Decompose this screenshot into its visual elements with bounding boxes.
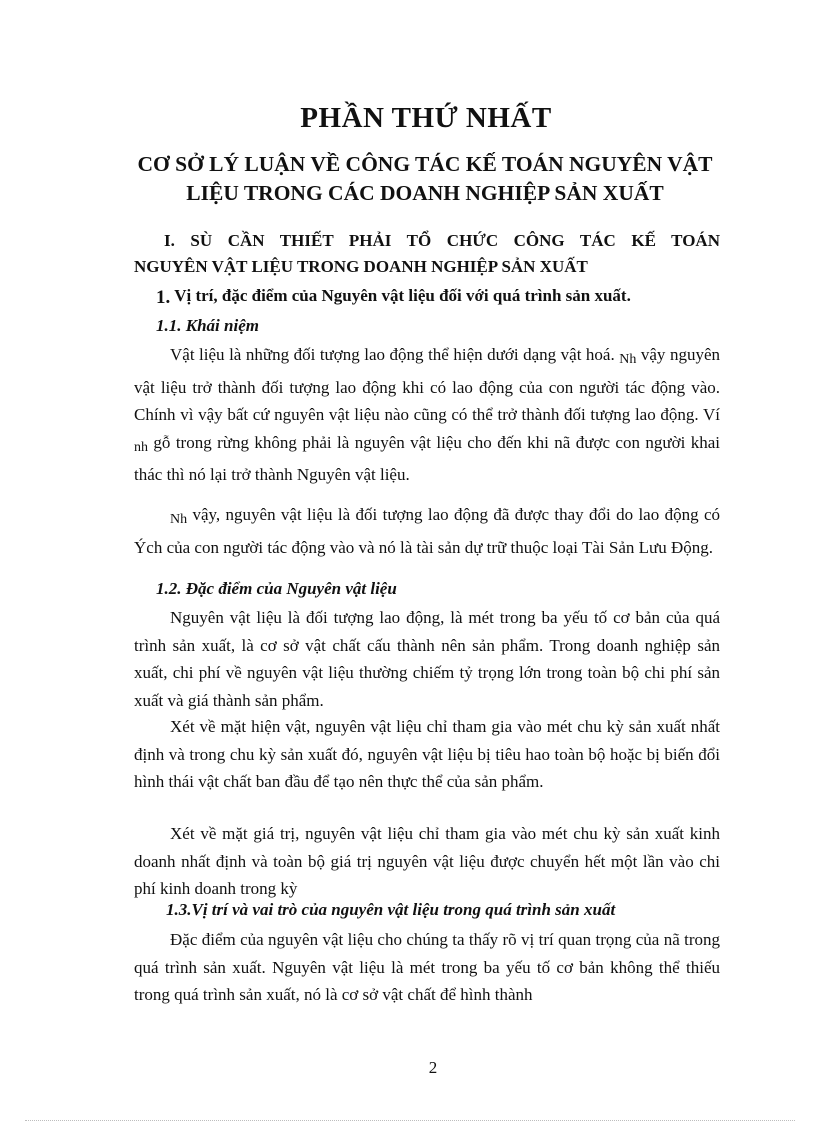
part-title: PHẦN THỨ NHẤT	[300, 102, 552, 134]
paragraph-3: Nguyên vật liệu là đối tượng lao động, là mét trong ba yếu tố cơ bản của quá trình sản xuất, là cơ sở vật chất cấu thành nên sản phẩm. Trong doanh nghiệp sản xuất, chi phí về nguyên vật liệu thường chiếm tỷ trọng lớn trong toàn bộ chi phí sản xuất và giá thành sản phẩm.	[134, 608, 720, 710]
page-bottom-rule	[25, 1120, 795, 1121]
heading-1-number: 1.	[156, 287, 171, 308]
paragraph-4: Xét về mặt hiện vật, nguyên vật liệu chỉ tham gia vào mét chu kỳ sản xuất nhất định và trong chu kỳ sản xuất đó, nguyên vật liệu bị tiêu hao toàn bộ hoặc bị biến đổi hình thái vật chất ban đầu để tạo nên thực thể của sản phẩm.	[134, 717, 720, 791]
heading-1-1: 1.1. Khái niệm	[156, 316, 259, 335]
page-number: 2	[428, 1058, 438, 1077]
paragraph-2-part-a: Nh	[170, 512, 188, 527]
paragraph-1-part-d: nh	[134, 439, 148, 455]
main-title: CƠ SỞ LÝ LUẬN VỀ CÔNG TÁC KẾ TOÁN NGUYÊN VẬT LIỆU TRONG CÁC DOANH NGHIỆP SẢN XUẤT	[137, 152, 713, 205]
paragraph-6: Đặc điểm của nguyên vật liệu cho chúng ta thấy rõ vị trí quan trọng của nã trong quá trình sản xuất. Nguyên vật liệu là mét trong ba yếu tố cơ bản không thể thiếu trong quá trình sản xuất, nó là cơ sở vật chất để hình thành	[134, 930, 720, 1004]
paragraph-1	[134, 341, 720, 489]
section-title-line-2: NGUYÊN VẬT LIỆU TRONG DOANH NGHIỆP SẢN XUẤT	[134, 257, 588, 276]
paragraph-1-part-b: Nh	[619, 352, 637, 367]
paragraph-5: Xét về mặt giá trị, nguyên vật liệu chỉ tham gia vào mét chu kỳ sản xuất kinh doanh nhất định và toàn bộ giá trị nguyên vật liệu được chuyển hết một lần vào chi phí kinh doanh trong kỳ	[134, 824, 720, 898]
paragraph-2-part-b: vậy, nguyên vật liệu là đối tượng lao động đã được thay đổi do lao động có Ých của con người tác động vào và nó là tài sản dự trữ thuộc loại Tài Sản Lưu Động.	[134, 505, 720, 557]
paragraph-1-part-c: vậy nguyên vật liệu trở thành đối tượng lao động khi có lao động của con người tác động vào. Chính vì vậy bất cứ nguyên vật liệu nào cũng có thể trở thành đối tượng lao động. Ví	[134, 345, 720, 424]
section-title-line-1: I. SÙ CẦN THIẾT PHẢI TỔ CHỨC CÔNG TÁC KẾ TOÁN	[164, 231, 720, 250]
paragraph-1-part-a: Vật liệu là những đối tượng lao động thể hiện dưới dạng vật hoá.	[170, 345, 620, 364]
section-title	[134, 228, 720, 280]
heading-1	[156, 286, 631, 309]
paragraph-2	[134, 501, 720, 561]
heading-1-2: 1.2. Đặc điểm của Nguyên vật liệu	[156, 579, 397, 598]
heading-1-text: Vị trí, đặc điểm của Nguyên vật liệu đối với quá trình sản xuất.	[170, 286, 631, 305]
heading-1-3: 1.3.Vị trí và vai trò của nguyên vật liệu trong quá trình sản xuất	[166, 900, 616, 919]
paragraph-1-part-e: gỗ trong rừng không phải là nguyên vật liệu cho đến khi nã được con người khai thác thì nó lại trở thành Nguyên vật liệu.	[134, 432, 720, 484]
